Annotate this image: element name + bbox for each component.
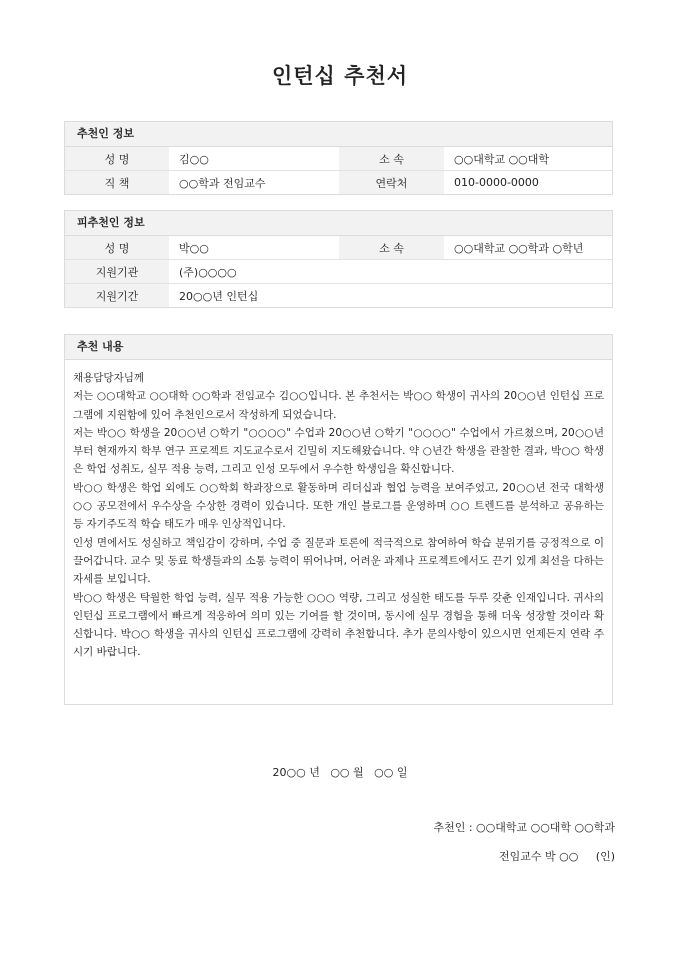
content-section: [64, 334, 613, 705]
recommender-signature: 추천인 : ○○대학교 ○○대학 ○○학과: [433, 821, 615, 834]
paragraph: 인성 면에서도 성실하고 책임감이 강하며, 수업 중 질문과 토론에 적극적으로 참여하여 학습 분위기를 긍정적으로 이끌어갑니다. 교수 및 동료 학생들과의 소통 능력이 뛰어나며, 어려운 과제나 프로젝트에서도 끈기 있게 최선을 다하는 자세를 보입니다.: [73, 536, 604, 586]
period-value: 20○○년 인턴십: [179, 289, 259, 303]
content-heading: 추천 내용: [65, 335, 612, 360]
organization-value: (주)○○○○: [169, 260, 612, 284]
period-label: 지원기간: [65, 284, 169, 308]
document-title: 인턴십 추천서: [271, 64, 409, 88]
organization-label: 지원기관: [65, 260, 169, 284]
name-value: 박○○: [169, 236, 339, 260]
name-label: 성 명: [65, 147, 169, 171]
contact-value: 010-0000-0000: [454, 176, 539, 189]
date-line: 20○○ 년 ○○ 월 ○○ 일: [272, 766, 408, 779]
professor-signature: 전임교수 박 ○○ (인): [498, 850, 615, 863]
recommendee-section: [64, 210, 613, 308]
letter-body: [65, 360, 612, 662]
contact-label: 연락처: [339, 171, 444, 195]
paragraph: 박○○ 학생은 탁월한 학업 능력, 실무 적용 가능한 ○○○ 역량, 그리고 성실한 태도를 두루 갖춘 인재입니다. 귀사의 인턴십 프로그램에서 빠르게 적응하여 의미 있는 기여를 할 것이며, 동시에 실무 경험을 통해 더욱 성장할 것이라 확신합니다. 박○○ 학생을 귀사의 인턴십 프로그램에 강력히 추천합니다. 추가 문의사항이 있으시면 언제든지 연락 주시기 바랍니다.: [73, 591, 604, 659]
table-row: [65, 284, 612, 308]
recommender-table: [65, 147, 612, 194]
paragraph: 저는 ○○대학교 ○○대학 ○○학과 전임교수 김○○입니다. 본 추천서는 박○○ 학생이 귀사의 20○○년 인턴십 프로그램에 지원함에 있어 추천인으로서 작성하게 되었습니다.: [73, 390, 604, 421]
table-row: [65, 171, 612, 195]
paragraph: 저는 박○○ 학생을 20○○년 ○학기 "○○○○" 수업과 20○○년 ○학기 "○○○○" 수업에서 가르쳤으며, 20○○년부터 현재까지 학부 연구 프로젝트 지도교수로서 긴밀히 지도해왔습니다. 약 ○년간 학생을 관찰한 결과, 박○○ 학생은 학업 성취도, 실무 적용 능력, 그리고 인성 모두에서 우수한 학생임을 확신합니다.: [73, 426, 604, 476]
name-label: 성 명: [65, 236, 169, 260]
position-label: 직 책: [65, 171, 169, 195]
recommendee-table: [65, 236, 612, 307]
paragraph: 박○○ 학생은 학업 외에도 ○○학회 학과장으로 활동하며 리더십과 협업 능력을 보여주었고, 20○○년 전국 대학생 ○○ 공모전에서 우수상을 수상한 경력이 있습니다. 또한 개인 블로그를 운영하며 ○○ 트렌드를 분석하고 공유하는 등 자기주도적 학습 태도가 매우 인상적입니다.: [73, 481, 604, 531]
table-row: [65, 147, 612, 171]
recommendee-heading: 피추천인 정보: [65, 211, 612, 236]
recommender-heading: 추천인 정보: [65, 122, 612, 147]
affiliation-value: ○○대학교 ○○학과 ○학년: [444, 236, 612, 260]
salutation: 채용담당자님께: [73, 372, 145, 384]
table-row: [65, 236, 612, 260]
affiliation-label: 소 속: [339, 236, 444, 260]
recommender-section: [64, 121, 613, 195]
table-row: [65, 260, 612, 284]
name-value: 김○○: [169, 147, 339, 171]
position-value: ○○학과 전임교수: [179, 176, 266, 190]
affiliation-value: ○○대학교 ○○대학: [444, 147, 612, 171]
affiliation-label: 소 속: [339, 147, 444, 171]
